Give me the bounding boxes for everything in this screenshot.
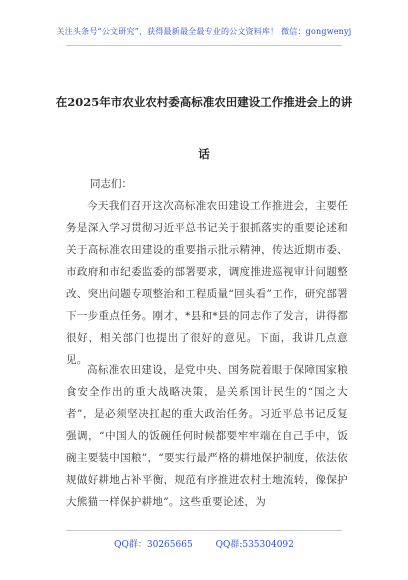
footer-divider (66, 530, 342, 531)
footer-qq-group-2: QQ群:535304092 (215, 540, 294, 550)
footer-qq-group-1: QQ群：30265665 (114, 540, 193, 550)
paragraph-1: 今天我们召开这次高标准农田建设工作推进会，主要任务是深入学习贯彻习近平总书记关于狠抓落实的重要论述和关于高标准农田建设的重要指示批示精神，传达近期市委、市政府和市纪委监委的部署要求，调度推进巡视审计问题整改、突出问题专项整治和工程质量“回头看”工作，研究部署下一步重点任务。刚才，*县和*县的同志作了发言，讲得都很好，相关部门也提出了很好的意见。下面，我讲几点意见。 (66, 200, 348, 366)
paragraph-2: 高标准农田建设，是党中央、国务院着眼于保障国家粮食安全作出的重大战略决策，是关系国计民生的“国之大者”，是必须坚决扛起的重大政治任务。习近平总书记反复强调，“中国人的饭碗任何时候都要牢牢端在自己手中，饭碗主要装中国粮”，“要实行最严格的耕地保护制度，依法依规做好耕地占补平衡，规范有序推进农村土地流转，像保护大熊猫一样保护耕地”。这些重要论述，为 (66, 364, 348, 508)
header-divider (66, 45, 342, 46)
document-title-line-2: 话 (198, 147, 210, 161)
footer (0, 537, 408, 550)
salutation: 同志们： (90, 178, 132, 190)
document-title-line-1: 在2025年市农业农村委高标准农田建设工作推进会上的讲 (55, 95, 353, 109)
header-banner: 关注头条号“公文研究”，获得最新最全最专业的公文资料库！ 微信：gongwenyj (56, 27, 352, 36)
